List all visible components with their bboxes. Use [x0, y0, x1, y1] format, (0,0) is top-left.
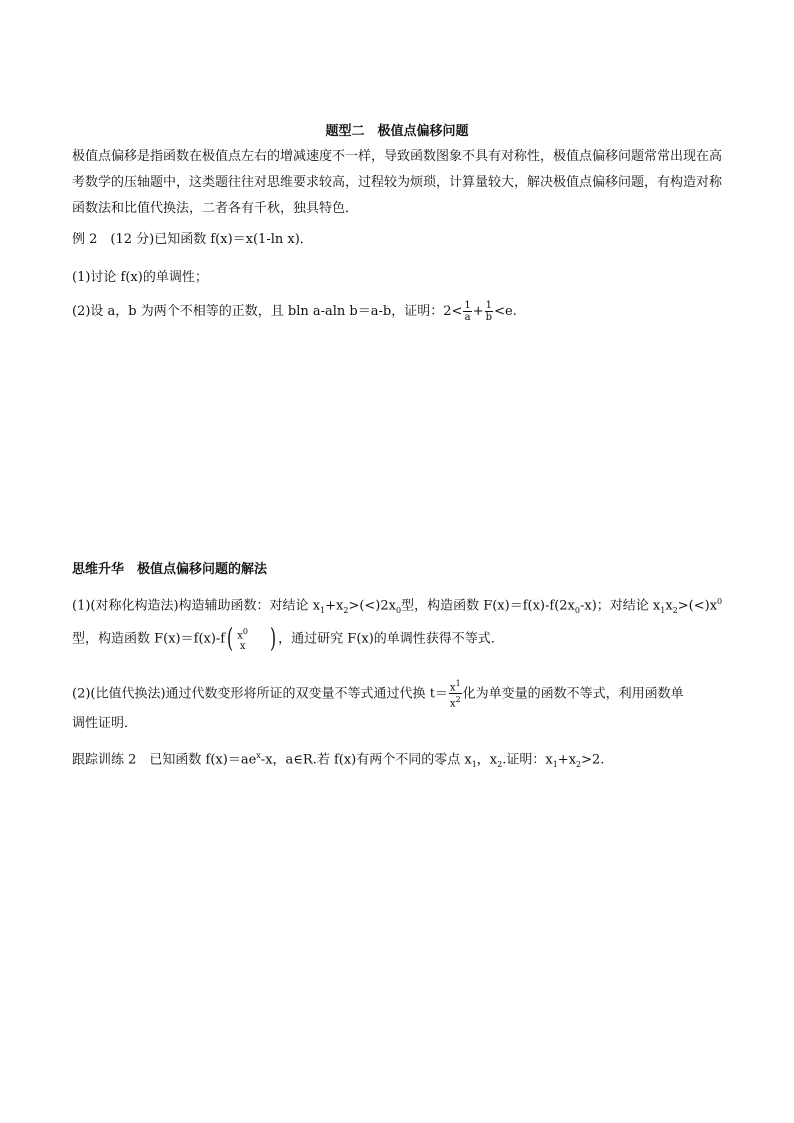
text: >(<)x — [677, 598, 718, 614]
text: 跟踪训练 2 已知函数 f(x)＝ae — [72, 752, 257, 768]
section-title: 题型二 极值点偏移问题 — [325, 124, 469, 139]
part2-text: (2)设 a，b 为两个不相等的正数，且 bln a-aln b＝a-b，证明：2< — [72, 304, 463, 319]
text: (2)(比值代换法)通过代数变形将所证的双变量不等式通过代换 t＝ — [72, 686, 448, 702]
left-paren: ( — [227, 624, 234, 654]
fraction-denominator — [449, 694, 462, 709]
fraction-1-over-b — [485, 300, 493, 323]
fraction-denominator: a — [464, 312, 471, 323]
practice-problem — [72, 746, 604, 775]
example-heading: 例 2 (12 分)已知函数 f(x)＝x(1-ln x)． — [72, 232, 313, 247]
text: 型，构造函数 F(x)＝f(x)-f(2x — [401, 598, 575, 614]
superscript: 1 — [455, 679, 461, 688]
num-x: x — [449, 682, 456, 694]
method-item-1-line-2 — [72, 624, 504, 655]
method-item-2-line-1 — [72, 678, 684, 710]
fraction-x0-over-x — [236, 626, 249, 652]
subscript: 2 — [576, 759, 582, 769]
text: -x，a∈R.若 f(x)有两个不同的零点 x — [260, 752, 472, 768]
fraction-denominator: b — [485, 312, 493, 323]
subscript: 1 — [660, 605, 666, 615]
fraction-numerator: 1 — [485, 300, 493, 311]
subscript: 1 — [552, 759, 558, 769]
subscript: 2 — [497, 759, 503, 769]
fraction-numerator: 1 — [464, 300, 471, 311]
text: (1)(对称化构造法)构造辅助函数：对结论 x — [72, 598, 321, 614]
example-part-2 — [72, 300, 517, 323]
subscript: 0 — [574, 605, 580, 615]
superscript: 0 — [242, 626, 249, 636]
fraction-numerator — [236, 626, 249, 641]
text: 型，构造函数 F(x)＝f(x)-f — [72, 631, 226, 647]
subscript: 0 — [395, 605, 402, 615]
text: +x — [325, 598, 344, 614]
num-x: x — [237, 630, 243, 642]
subscript: 1 — [471, 759, 477, 769]
right-paren: ) — [270, 624, 277, 654]
part2-tail: <e. — [494, 304, 517, 319]
subscript: 2 — [672, 605, 678, 615]
plus-sign: + — [472, 304, 484, 319]
fraction-denominator: x — [239, 641, 246, 653]
method-heading: 思维升华 极值点偏移问题的解法 — [72, 562, 268, 577]
text: >(<)2x — [348, 598, 396, 614]
text: x — [665, 598, 673, 614]
intro-paragraph: 极值点偏移是指函数在极值点左右的增减速度不一样，导致函数图象不具有对称性，极值点偏移问题常常出现在高考数学的压轴题中，这类题往往对思维要求较高，过程较为烦琐，计算量较大，解决极值点偏移问题，有构造对称函数法和比值代换法，二者各有千秋，独具特色． — [72, 149, 723, 216]
subscript: 1 — [320, 605, 326, 615]
superscript: x — [256, 751, 261, 760]
text: >2. — [581, 752, 605, 768]
text: -x)；对结论 x — [579, 598, 661, 614]
fraction-1-over-a — [463, 300, 471, 323]
method-item-1-line-1 — [72, 592, 722, 621]
text: .证明：x — [502, 752, 553, 768]
method-item-2-line-2: 调性证明． — [72, 716, 138, 731]
superscript: 2 — [455, 695, 461, 705]
text: ，通过研究 F(x)的单调性获得不等式． — [278, 631, 504, 647]
text: +x — [557, 752, 577, 768]
example-part-1: (1)讨论 f(x)的单调性； — [72, 270, 208, 285]
text: ，x — [476, 752, 498, 768]
subscript: 2 — [343, 605, 349, 615]
den-x: x — [449, 698, 456, 710]
fraction-x1-over-x2 — [449, 678, 462, 710]
superscript: 0 — [717, 597, 723, 606]
fraction-numerator — [449, 678, 462, 694]
text: 化为单变量的函数不等式，利用函数单 — [462, 686, 684, 702]
